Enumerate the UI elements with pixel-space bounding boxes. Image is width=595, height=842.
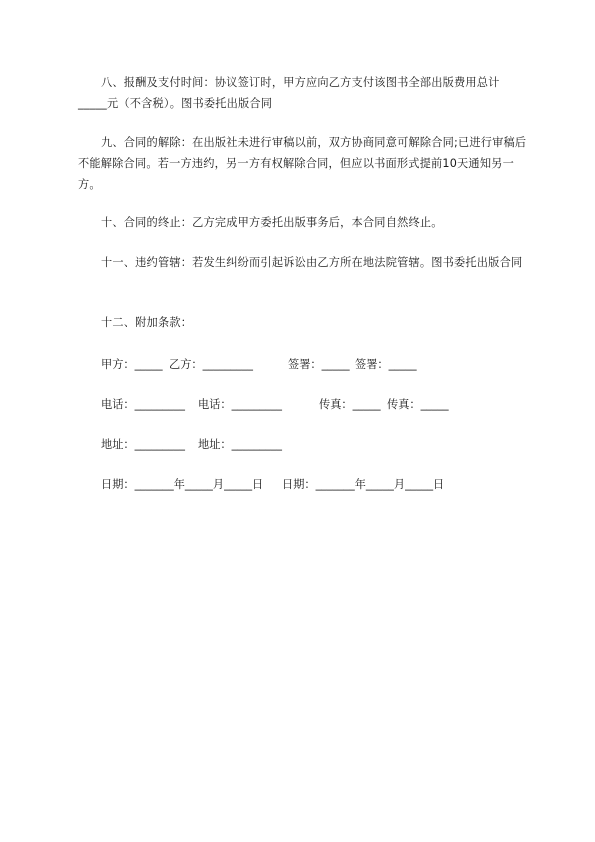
- party-b-fax-field: 传真：_____: [387, 398, 449, 411]
- party-a-phone-field: 电话：_________: [101, 398, 185, 411]
- clause-8: 八、报酬及支付时间：协议签订时，甲方应向乙方支付该图书全部出版费用总计_____元（不含税）。图书委托出版合同: [78, 76, 500, 110]
- party-b-address-field: 地址：_________: [198, 438, 282, 451]
- party-a-date-field: 日期：_______年_____月_____日: [101, 478, 264, 491]
- party-a-address-field: 地址：_________: [101, 438, 185, 451]
- signature-date-line: [101, 477, 445, 541]
- clause-10: 十、合同的终止：乙方完成甲方委托出版事务后，本合同自然终止。: [101, 216, 443, 229]
- party-b-phone-field: 电话：_________: [198, 398, 282, 411]
- party-a-fax-field: 传真：_____: [319, 398, 381, 411]
- party-a-field: 甲方：_____: [101, 358, 163, 371]
- party-a-sign-field: 签署：_____: [288, 358, 350, 371]
- clause-9: 九、合同的解除：在出版社未进行审稿以前，双方协商同意可解除合同;已进行审稿后不能解除合同。若一方违约，另一方有权解除合同，但应以书面形式提前10天通知另一方。: [78, 136, 527, 191]
- clause-12: 十二、附加条款：: [101, 316, 193, 329]
- party-b-sign-field: 签署：_____: [355, 358, 417, 371]
- party-b-field: 乙方：_________: [169, 358, 253, 371]
- party-b-date-field: 日期：_______年_____月_____日: [282, 478, 445, 491]
- clause-11: 十一、违约管辖：若发生纠纷而引起诉讼由乙方所在地法院管辖。图书委托出版合同: [101, 256, 523, 269]
